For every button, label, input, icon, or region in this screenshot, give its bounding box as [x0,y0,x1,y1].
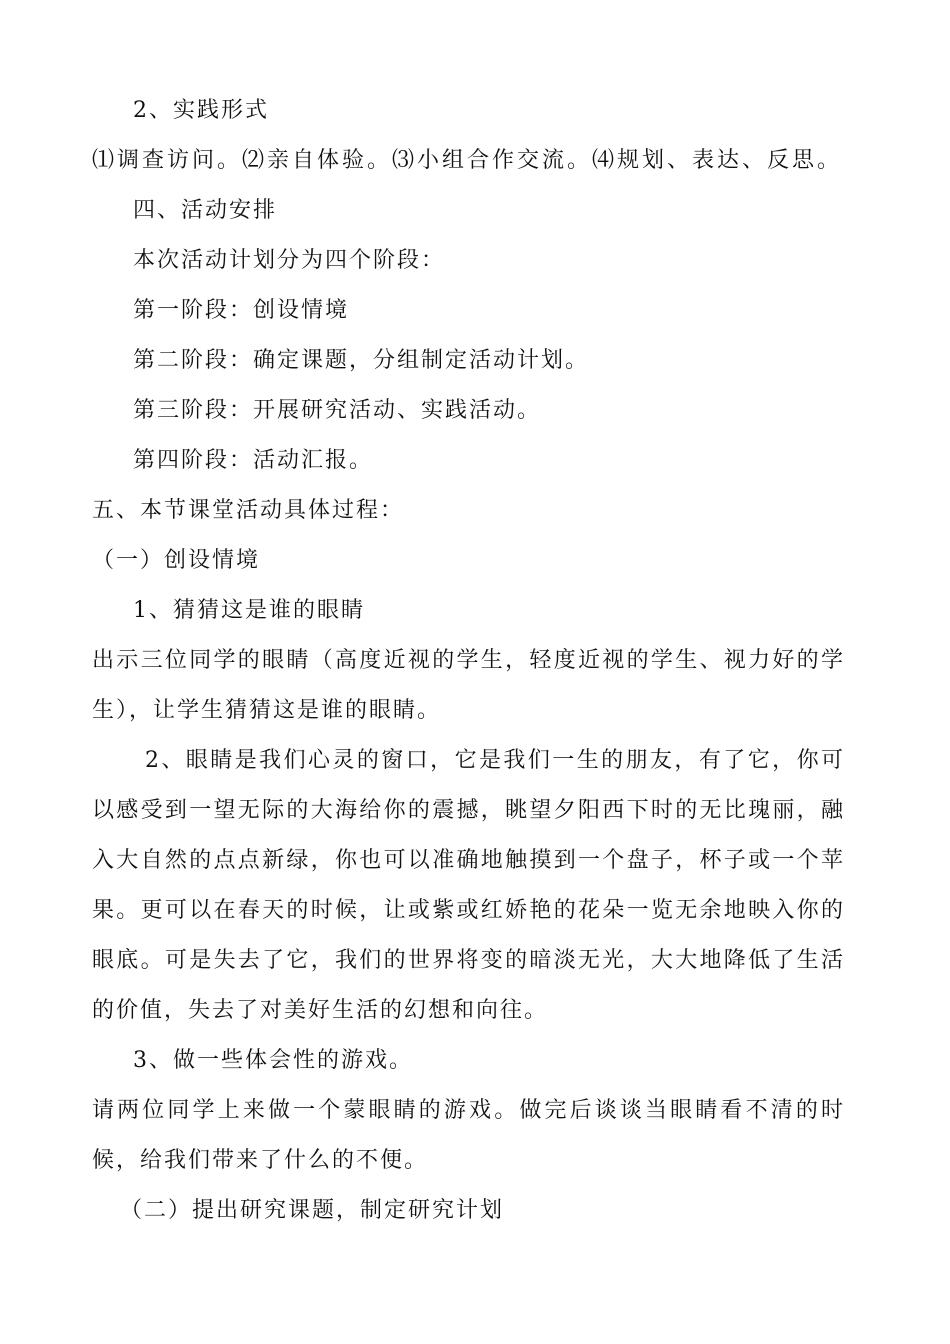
item-experience-game: 3、做一些体会性的游戏。 [133,1048,413,1073]
heading-research-topic: （二）提出研究课题，制定研究计划 [120,1198,505,1223]
paragraph-phases-intro: 本次活动计划分为四个阶段： [133,248,446,273]
paragraph-eyes-window-line-2: 以感受到一望无际的大海给你的震撼，眺望夕阳西下时的无比瑰丽，融 [92,798,844,823]
paragraph-eyes-window-line-6: 的价值，失去了对美好生活的幻想和向往。 [92,998,549,1023]
paragraph-eyes-window-line-5: 眼底。可是失去了它，我们的世界将变的暗淡无光，大大地降低了生活 [92,948,844,973]
phase-two: 第二阶段：确定课题，分组制定活动计划。 [133,348,590,373]
heading-class-process: 五、本节课堂活动具体过程： [92,498,405,523]
practice-form-list: ⑴调查访问。⑵亲自体验。⑶小组合作交流。⑷规划、表达、反思。 [92,148,843,173]
phase-one: 第一阶段：创设情境 [133,298,350,323]
heading-create-situation: （一）创设情境 [92,548,261,573]
paragraph-eyes-window-line-1: 2、眼睛是我们心灵的窗口，它是我们一生的朋友，有了它，你可 [145,748,844,773]
paragraph-blindfold-game-line-2: 候，给我们带来了什么的不便。 [92,1148,429,1173]
item-guess-eyes: 1、猜猜这是谁的眼睛 [133,598,365,623]
paragraph-eyes-window-line-3: 入大自然的点点新绿，你也可以准确地触摸到一个盘子，杯子或一个苹 [92,848,844,873]
heading-practice-form: 2、实践形式 [133,98,269,123]
paragraph-blindfold-game-line-1: 请两位同学上来做一个蒙眼睛的游戏。做完后谈谈当眼睛看不清的时 [92,1098,844,1123]
paragraph-show-eyes-line-2: 生），让学生猜猜这是谁的眼睛。 [92,698,442,723]
paragraph-eyes-window-line-4: 果。更可以在春天的时候，让或紫或红娇艳的花朵一览无余地映入你的 [92,898,844,923]
phase-four: 第四阶段：活动汇报。 [133,448,374,473]
paragraph-show-eyes-line-1: 出示三位同学的眼睛（高度近视的学生，轻度近视的学生、视力好的学 [92,648,844,673]
phase-three: 第三阶段：开展研究活动、实践活动。 [133,398,542,423]
heading-activity-arrangement: 四、活动安排 [133,198,278,223]
